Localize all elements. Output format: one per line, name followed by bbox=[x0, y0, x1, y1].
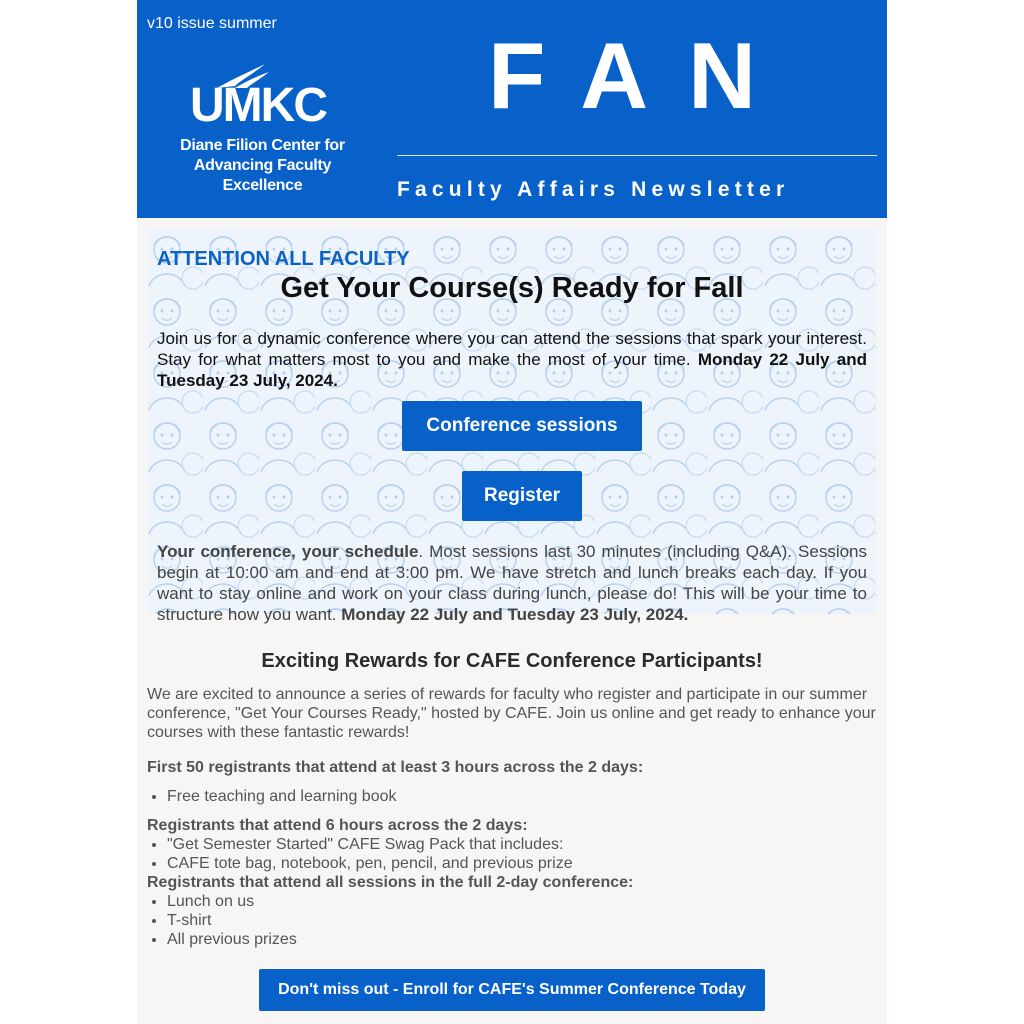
header-divider bbox=[397, 155, 877, 156]
umkc-logo bbox=[155, 60, 370, 194]
list-item: • "Get Semester Started" CAFE Swag Pack that includes: bbox=[167, 835, 573, 854]
register-button[interactable]: Register bbox=[462, 471, 582, 521]
newsletter-subtitle: Faculty Affairs Newsletter bbox=[397, 178, 790, 201]
logo-wordmark: UMKC bbox=[190, 79, 326, 132]
list-item: • T-shirt bbox=[167, 911, 297, 930]
enroll-button[interactable]: Don't miss out - Enroll for CAFE's Summer Conference Today bbox=[259, 969, 765, 1011]
schedule-paragraph bbox=[157, 541, 867, 625]
conference-sessions-button[interactable]: Conference sessions bbox=[402, 401, 642, 451]
tier-list bbox=[147, 787, 397, 806]
hero-intro bbox=[157, 328, 867, 391]
newsletter-header bbox=[137, 0, 887, 218]
list-item: • Lunch on us bbox=[167, 892, 297, 911]
schedule-text: . Most sessions last 30 minutes (including Q&A). Sessions begin at 10:00 am and end at 3:00 pm. We have stretch and lunch breaks each day. If you want to stay online and work on your class during lunch, please do! This will be your time to structure how you want. bbox=[157, 542, 868, 624]
issue-label: v10 issue summer bbox=[147, 15, 277, 32]
schedule-lead: Your conference, your schedule bbox=[157, 542, 419, 561]
hero-intro-text: Join us for a dynamic conference where you can attend the sessions that spark your interest. Stay for what matters most to you and make the most of your time. bbox=[157, 329, 867, 369]
logo-subtitle-line1: Diane Filion Center for bbox=[180, 137, 345, 154]
tier-list bbox=[147, 892, 297, 949]
list-item: • CAFE tote bag, notebook, pen, pencil, and previous prize bbox=[167, 854, 573, 873]
hero-title: Get Your Course(s) Ready for Fall bbox=[280, 272, 744, 304]
newsletter bbox=[137, 0, 887, 1024]
rewards-title: Exciting Rewards for CAFE Conference Participants! bbox=[261, 650, 763, 672]
tier-list bbox=[147, 835, 573, 873]
schedule-dates: Monday 22 July and Tuesday 23 July, 2024. bbox=[341, 605, 689, 624]
tier-heading: Registrants that attend 6 hours across the 2 days: bbox=[147, 817, 528, 834]
logo-subtitle-line2: Advancing Faculty Excellence bbox=[193, 157, 332, 194]
logo-subtitle bbox=[155, 136, 370, 196]
list-item: • All previous prizes bbox=[167, 930, 297, 949]
rewards-intro: We are excited to announce a series of rewards for faculty who register and participate in our summer conference, "Get Your Courses Ready," hosted by CAFE. Join us online and get ready to enhance your courses with these fantastic rewards! bbox=[147, 686, 876, 741]
tier-heading: Registrants that attend all sessions in the full 2-day conference: bbox=[147, 874, 634, 891]
tier-heading: First 50 registrants that attend at least 3 hours across the 2 days: bbox=[147, 759, 644, 776]
attention-label: ATTENTION ALL FACULTY bbox=[157, 248, 410, 270]
list-item: • Free teaching and learning book bbox=[167, 787, 397, 806]
hero-dates: Monday 22 July and Tuesday 23 July, 2024. bbox=[157, 350, 867, 390]
newsletter-title: FAN bbox=[488, 23, 796, 128]
conference-hero bbox=[147, 228, 877, 624]
